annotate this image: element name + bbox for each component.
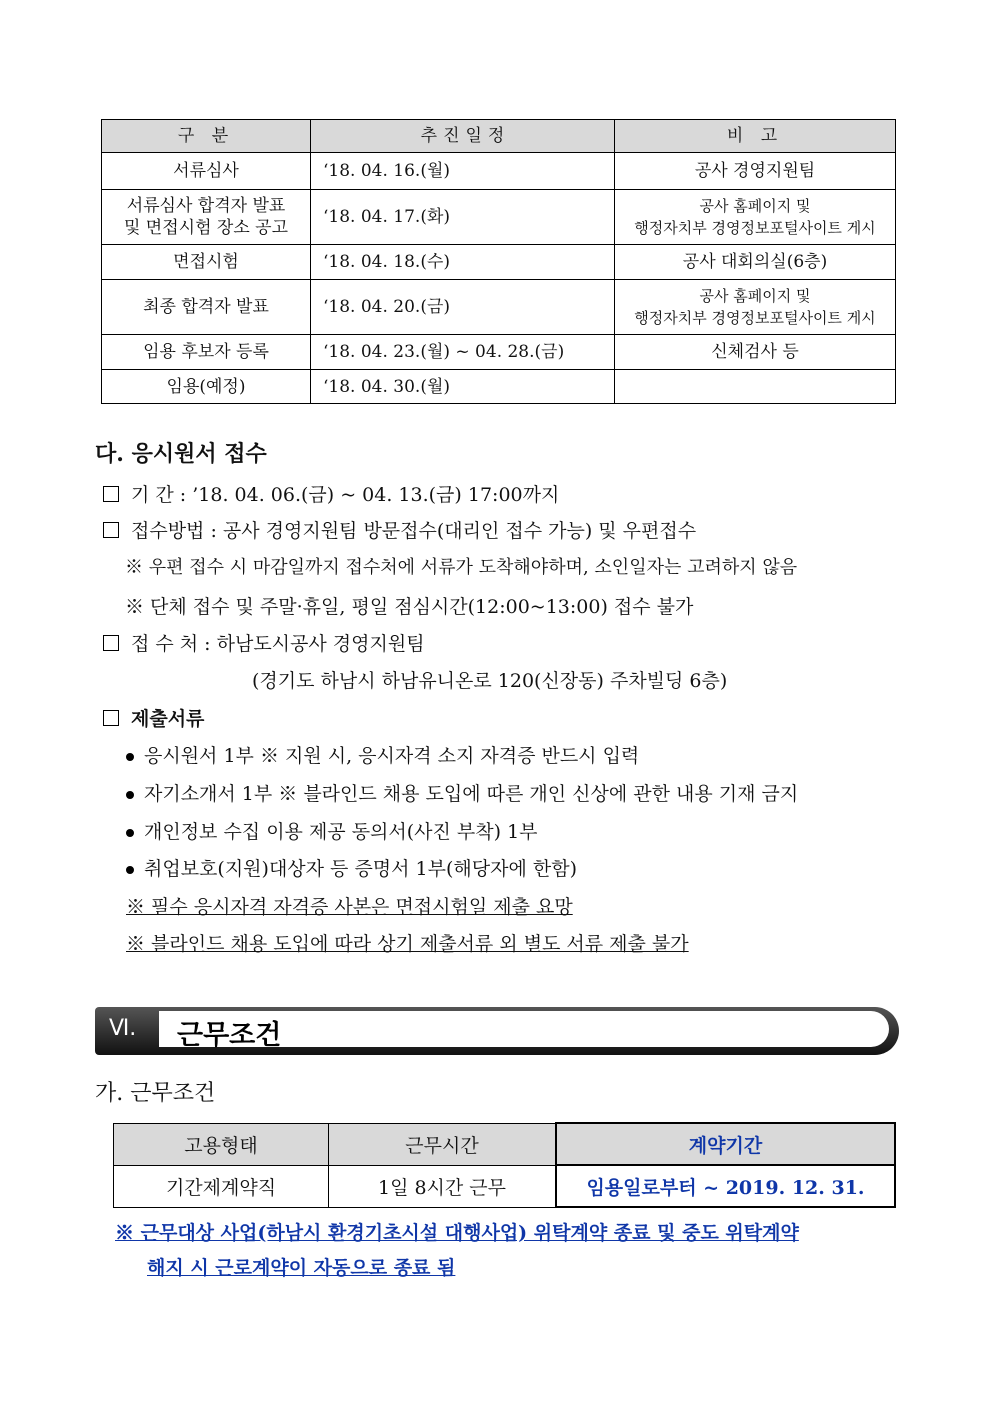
- doc-text: 취업보호(지원)대상자 등 증명서 1부(해당자에 한함): [144, 858, 577, 880]
- date-cell: ‘18. 04. 16.(월): [311, 153, 615, 190]
- address-text: (경기도 하남시 하남유니온로 120(신장동) 주차빌딩 6층): [252, 670, 728, 692]
- note-cell: 공사 대회의실(6층): [615, 245, 896, 280]
- header-cell: 계약기간: [556, 1123, 895, 1165]
- contract-period-cell: 임용일로부터 ~ 2019. 12. 31.: [556, 1165, 895, 1207]
- work-note-line1: ※ 근무대상 사업(하남시 환경기초시설 대행사업) 위탁계약 종료 및 중도 위탁계약: [115, 1222, 799, 1244]
- work-table: [113, 1122, 896, 1208]
- doc-item: [126, 779, 798, 806]
- step-cell: 서류심사: [102, 153, 311, 190]
- docs-title-item: [103, 704, 204, 731]
- work-hours-cell: 1일 8시간 근무: [329, 1165, 557, 1207]
- doc-text: 응시원서 1부 ※ 지원 시, 응시자격 소지 자격증 반드시 입력: [144, 745, 640, 767]
- bullet-icon: [126, 753, 134, 761]
- checkbox-square-icon: [103, 486, 119, 502]
- step-cell: 임용 후보자 등록: [102, 335, 311, 370]
- table-row: [102, 245, 896, 280]
- header-cell: 추진일정: [311, 120, 615, 153]
- step-cell: 최종 합격자 발표: [102, 280, 311, 335]
- note-cell: 공사 경영지원팀: [615, 153, 896, 190]
- application-heading: 다. 응시원서 접수: [95, 441, 267, 467]
- header-cell: 고용형태: [114, 1123, 329, 1165]
- date-cell: ‘18. 04. 17.(화): [311, 190, 615, 245]
- method-text: 접수방법 : 공사 경영지원팀 방문접수(대리인 접수 가능) 및 우편접수: [131, 520, 697, 542]
- note-cell: 공사 홈페이지 및 행정자치부 경영정보포털사이트 게시: [615, 190, 896, 245]
- date-cell: ‘18. 04. 23.(월) ~ 04. 28.(금): [311, 335, 615, 370]
- section-banner: [95, 1007, 899, 1055]
- work-heading: 가. 근무조건: [95, 1081, 216, 1106]
- date-cell: ‘18. 04. 20.(금): [311, 280, 615, 335]
- note-cell: 공사 홈페이지 및 행정자치부 경영정보포털사이트 게시: [615, 280, 896, 335]
- bullet-icon: [126, 866, 134, 874]
- note-cell: [615, 370, 896, 404]
- table-header-row: [114, 1123, 896, 1165]
- closed-note: ※ 단체 접수 및 주말·휴일, 평일 점심시간(12:00~13:00) 접수 불가: [125, 596, 694, 618]
- table-row: [102, 153, 896, 190]
- checkbox-square-icon: [103, 635, 119, 651]
- period-item: [103, 480, 559, 507]
- period-text: 기 간 : ’18. 04. 06.(금) ~ 04. 13.(금) 17:00까지: [131, 484, 560, 506]
- table-row: [102, 335, 896, 370]
- warning-note: ※ 필수 응시자격 자격증 사본은 면접시험일 제출 요망: [126, 896, 573, 918]
- place-item: [103, 629, 425, 656]
- step-cell: 임용(예정): [102, 370, 311, 404]
- bullet-icon: [126, 791, 134, 799]
- date-cell: ‘18. 04. 18.(수): [311, 245, 615, 280]
- table-row: [102, 190, 896, 245]
- doc-text: 자기소개서 1부 ※ 블라인드 채용 도입에 따른 개인 신상에 관한 내용 기재 금지: [144, 783, 799, 805]
- header-cell: 비 고: [615, 120, 896, 153]
- employment-type-cell: 기간제계약직: [114, 1165, 329, 1207]
- table-header-row: [102, 120, 896, 153]
- table-row: [102, 370, 896, 404]
- doc-item: [126, 817, 538, 844]
- doc-text: 개인정보 수집 이용 제공 동의서(사진 부착) 1부: [144, 821, 538, 843]
- warning-note: ※ 블라인드 채용 도입에 따라 상기 제출서류 외 별도 서류 제출 불가: [126, 933, 689, 955]
- bullet-icon: [126, 829, 134, 837]
- method-item: [103, 516, 696, 543]
- doc-item: [126, 741, 639, 768]
- header-cell: 근무시간: [329, 1123, 557, 1165]
- table-row: [102, 280, 896, 335]
- section-number: Ⅵ.: [109, 1016, 137, 1041]
- step-cell: 서류심사 합격자 발표 및 면접시험 장소 공고: [102, 190, 311, 245]
- date-cell: ‘18. 04. 30.(월): [311, 370, 615, 404]
- docs-title: 제출서류: [131, 708, 205, 730]
- header-cell: 구 분: [102, 120, 311, 153]
- place-text: 접 수 처 : 하남도시공사 경영지원팀: [131, 633, 425, 655]
- work-note-line2: 해지 시 근로계약이 자동으로 종료 됨: [147, 1257, 456, 1279]
- table-row: [114, 1165, 896, 1207]
- postal-note: ※ 우편 접수 시 마감일까지 접수처에 서류가 도착해야하며, 소인일자는 고려하지 않음: [125, 557, 798, 578]
- step-cell: 면접시험: [102, 245, 311, 280]
- schedule-table: [101, 119, 896, 404]
- doc-item: [126, 854, 577, 881]
- section-title: 근무조건: [177, 1020, 282, 1051]
- checkbox-square-icon: [103, 522, 119, 538]
- checkbox-square-icon: [103, 710, 119, 726]
- note-cell: 신체검사 등: [615, 335, 896, 370]
